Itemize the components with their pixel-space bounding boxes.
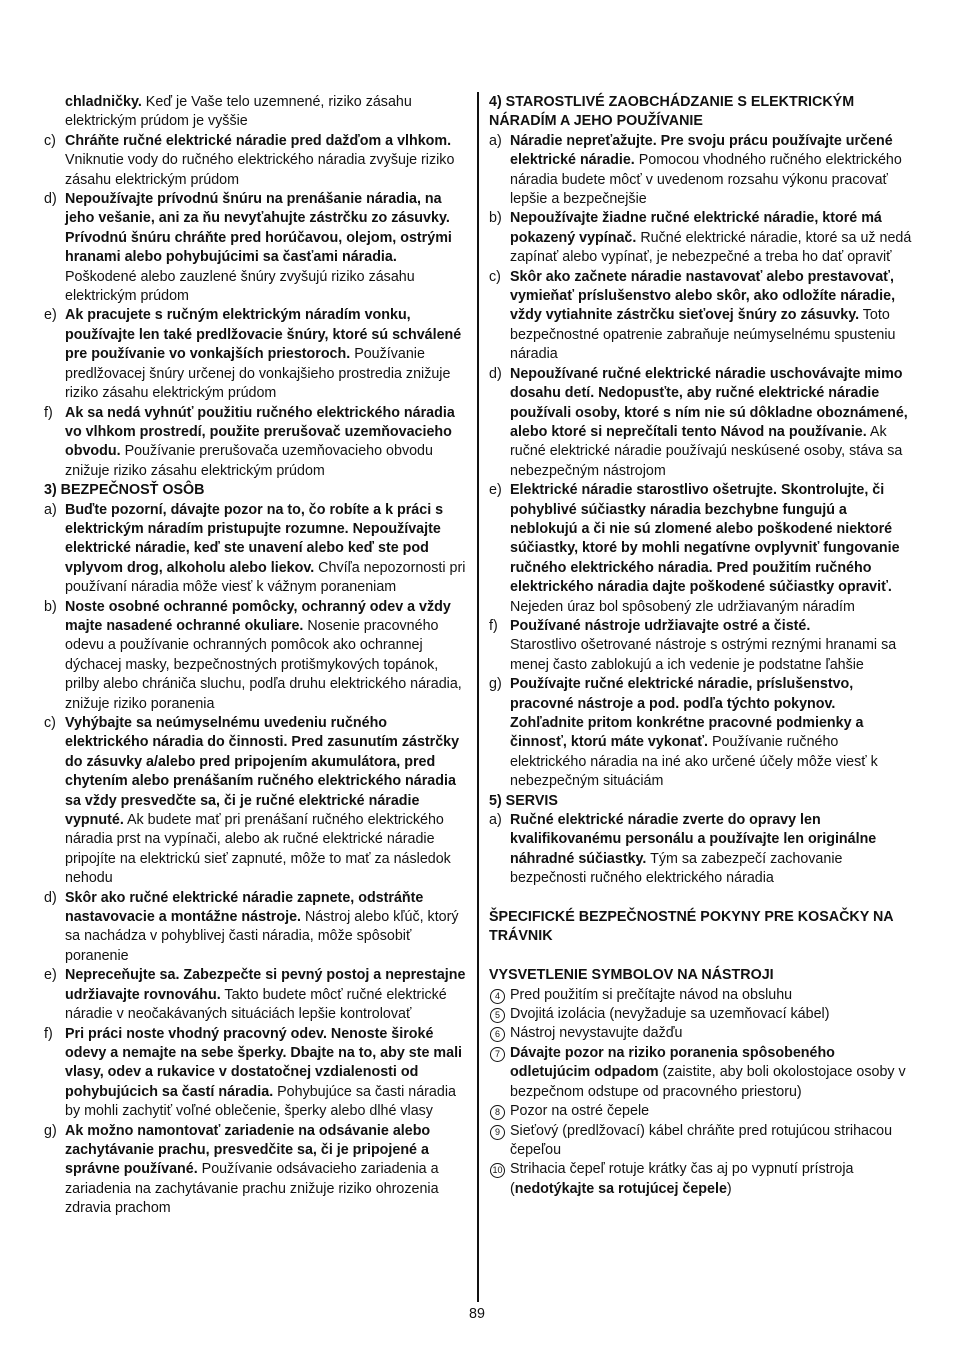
paragraph-continued: [44, 93, 468, 132]
symbol-item: [489, 1005, 913, 1024]
list-item: [44, 501, 468, 598]
bold-text: Pri práci noste vhodný pracovný odev. Nenoste široké odevy a nemajte na sebe šperky. Dbajte na to, aby ste mali vlasy, odev a rukavice v dostatočnej vzdialenosti od pohybujúcich sa častí náradia.: [65, 1025, 463, 1100]
item-marker: a): [489, 132, 502, 149]
body-text: Používanie odsávacieho zariadenia a zariadenia na zachytávanie prachu znižuje riziko ohrozenia zdravia prachom: [65, 1161, 439, 1217]
bold-text: Nepoužívajte žiadne ručné elektrické náradie, ktoré má pokazený vypínač.: [510, 210, 882, 246]
list-item: [489, 481, 913, 617]
bold-text: Vyhýbajte sa neúmyselnému uvedeniu ručného elektrického náradia do činnosti. Pred zasunutím zástrčky do zásuvky a/alebo pred pripojením akumulátora, pred chytením alebo prenášaním ručného elektrického náradia sa vždy presvedčte sa, či je ručné elektrické náradie vypnuté.: [65, 715, 460, 829]
bold-text: Nepoužívané ručné elektrické náradie uschovávajte mimo dosahu detí. Nedopusťte, aby ručné elektrické náradie používali osoby, ktoré s ním nie sú dôkladne oboznámené, alebo ktoré si neprečítali tento Návod na používanie.: [510, 365, 908, 440]
list-item: [489, 268, 913, 365]
list-item: [44, 889, 468, 967]
body-text: Dvojitá izolácia (nevyžaduje sa uzemňovací kábel): [510, 1006, 830, 1023]
item-marker: f): [44, 1025, 53, 1042]
bold-text: Buďte pozorní, dávajte pozor na to, čo robíte a k práci s elektrickým náradím pristupujte rozumne. Nepoužívajte elektrické náradie, keď ste unavení alebo keď ste pod vplyvom drog, alkoholu alebo liekov.: [65, 501, 444, 576]
list-item: [489, 811, 913, 889]
symbol-number-icon: 4: [490, 989, 505, 1004]
item-marker: b): [489, 210, 502, 227]
body-text: ): [726, 1180, 732, 1197]
list-item: [44, 132, 468, 190]
spacer: [489, 947, 913, 966]
bold-text: Dávajte pozor na riziko poranenia spôsobeného odletujúcim odpadom: [510, 1044, 835, 1081]
item-marker: a): [44, 501, 57, 518]
list-item: [44, 404, 468, 482]
list-item: [44, 966, 468, 1024]
body-text: Používanie prerušovača uzemňovacieho obvodu znižuje riziko zásahu elektrickým prúdom: [65, 443, 433, 479]
item-marker: f): [44, 404, 53, 421]
list-item: [489, 365, 913, 481]
list-item: [44, 306, 468, 403]
body-text: Nástroj nevystavujte dažďu: [510, 1025, 683, 1042]
symbol-number-icon: 6: [490, 1027, 505, 1042]
symbol-item: [489, 1102, 913, 1121]
item-marker: c): [44, 715, 56, 731]
bold-text: Skôr ako ručné elektrické náradie zapnete, odstráňte nastavovacie a montážne nástroje.: [65, 889, 424, 926]
bold-text: Používajte ručné elektrické náradie, príslušenstvo, pracovné nástroje a pod. podľa týchto pokynov. Zohľadnite pritom konkrétne pracovné podmienky a činnosť, ktorú máte vykonať.: [510, 676, 864, 751]
body-text: Tým sa zabezpečí zachovanie bezpečnosti ručného elektrického náradia: [510, 850, 843, 887]
right-column: [489, 93, 913, 1199]
symbol-item: [489, 1044, 913, 1102]
item-marker: d): [489, 365, 502, 382]
section-heading: VYSVETLENIE SYMBOLOV NA NÁSTROJI: [489, 967, 774, 984]
body-text: Používanie ručného elektrického náradia na iné ako určené účely môže viesť k nebezpečným situáciám: [510, 734, 878, 790]
list-item: [44, 1122, 468, 1219]
body-text: Ak budete mať pri prenášaní ručného elektrického náradia prst na vypínači, alebo ak ručné elektrické náradie pripojíte na elektrickú sieť zapnuté, môže to mať za následok nehodu: [65, 812, 451, 887]
item-marker: b): [44, 598, 57, 615]
list-item: [489, 209, 913, 267]
bold-text: Ak sa nedá vyhnúť použitiu ručného elektrického náradia vo vlhkom prostredí, použite prerušovač uzemňovacieho obvodu.: [65, 404, 455, 460]
symbol-number-icon: 7: [490, 1047, 505, 1062]
body-text: Pozor na ostré čepele: [510, 1103, 650, 1120]
bold-text: Ak pracujete s ručným elektrickým náradím vonku, používajte len také predlžovacie šnúry, ktoré sú schválené pre používanie vo vonkajších priestoroch.: [65, 307, 462, 363]
body-text: Ak ručné elektrické náradie používajú neskúsené osoby, stáva sa nebezpečným nástrojom: [510, 423, 903, 479]
bold-text: Ručné elektrické náradie zverte do opravy len kvalifikovanému personálu a používajte len originálne náhradné súčiastky.: [510, 812, 877, 867]
section-heading: ŠPECIFICKÉ BEZPEČNOSTNÉ POKYNY PRE KOSAČKY NA TRÁVNIK: [489, 909, 894, 945]
list-item: [489, 132, 913, 210]
symbol-item: [489, 1160, 913, 1199]
bold-text: Náradie nepreťažujte. Pre svoju prácu používajte určené elektrické náradie.: [510, 132, 893, 169]
body-text: Takto budete môcť ručné elektrické náradie v neočakávaných situáciách lepšie kontrolovať: [65, 986, 447, 1023]
body-text: Poškodené alebo zauzlené šnúry zvyšujú riziko zásahu elektrickým prúdom: [65, 268, 415, 305]
body-text: Toto bezpečnostné opatrenie zabraňuje neúmyselnému spusteniu náradia: [510, 307, 896, 363]
item-marker: e): [44, 307, 57, 324]
body-text: Pred použitím si prečítajte návod na obsluhu: [510, 986, 793, 1003]
item-marker: f): [489, 617, 498, 634]
list-item: [489, 675, 913, 791]
list-item: [44, 1025, 468, 1122]
section-heading: 3) BEZPEČNOSŤ OSÔB: [44, 482, 205, 499]
body-text: Nástroj alebo kľúč, ktorý sa nachádza v pohyblivej časti náradia, môže spôsobiť poranenie: [65, 909, 459, 964]
bold-text: chladničky.: [65, 94, 142, 110]
body-text: Nejeden úraz bol spôsobený zle udržiavaným náradím: [510, 598, 855, 615]
body-text: Pohybujúce sa časti náradia by mohli zachytiť voľné oblečenie, šperky alebo dlhé vlasy: [65, 1083, 456, 1120]
body-text: Nosenie pracovného odevu a používanie ochranných pomôcok ako ochrannej dýchacej masky, bezpečnostných protišmykových topánok, prilby alebo chrániča sluchu, podľa druhu elektrického náradia, znižuje riziko poranenia: [65, 617, 462, 712]
body-text: Používanie predlžovacej šnúry určenej do vonkajšieho prostredia znižuje riziko zásahu elektrickým prúdom: [65, 346, 451, 402]
item-marker: d): [44, 191, 57, 208]
body-text: Chvíľa nepozornosti pri používaní náradia môže viesť k vážnym poraneniam: [65, 559, 466, 596]
item-marker: e): [489, 482, 502, 499]
bold-text: Noste osobné ochranné pomôcky, ochranný odev a vždy majte nasadené ochranné okuliare.: [65, 598, 451, 634]
bold-text: Elektrické náradie starostlivo ošetrujte. Skontrolujte, či pohyblivé súčiastky náradia bezchybne fungujú a neblokujú a či nie sú zlomené alebo poškodené niektoré súčiastky, ktoré by mohli negatívne ovplyvniť fungovanie ručného elektrického náradia. Pred použitím ručného elektrického náradia dajte poškodené súčiastky opraviť.: [510, 482, 900, 596]
list-item: [489, 617, 913, 675]
item-marker: d): [44, 889, 57, 906]
bold-text: Nepoužívajte prívodnú šnúru na prenášanie náradia, na jeho vešanie, ani za ňu nevyťahujte zástrčku zo zásuvky. Prívodnú šnúru chráňte pred horúčavou, olejom, ostrými hranami alebo pohybujúcimi sa časťami náradia.: [65, 191, 452, 266]
item-marker: a): [489, 812, 502, 829]
spacer: [489, 889, 913, 908]
list-item: [44, 190, 468, 306]
symbol-number-icon: 8: [490, 1105, 505, 1120]
symbol-number-icon: 9: [490, 1125, 505, 1140]
symbol-number-icon: 5: [490, 1008, 505, 1023]
left-column: [44, 93, 468, 1219]
bold-text: Skôr ako začnete náradie nastavovať alebo prestavovať, vymieňať príslušenstvo alebo skôr, ako odložíte náradie, vždy vytiahnite zástrčku sieťovej šnúry zo zásuvky.: [510, 268, 896, 324]
section-heading: 5) SERVIS: [489, 792, 558, 809]
body-text: Strihacia čepeľ rotuje krátky čas aj po vypnutí prístroja (: [510, 1161, 854, 1197]
symbol-item: [489, 986, 913, 1005]
item-marker: g): [44, 1122, 57, 1139]
list-item: [44, 598, 468, 714]
item-marker: e): [44, 967, 57, 984]
column-divider: [477, 92, 479, 1302]
item-marker: c): [489, 268, 501, 285]
item-marker: c): [44, 132, 56, 149]
symbol-item: [489, 1024, 913, 1043]
bold-text: Ak možno namontovať zariadenie na odsávanie alebo zachytávanie prachu, presvedčite sa, či je pripojené a správne používané.: [65, 1122, 431, 1178]
bold-text: Chráňte ručné elektrické náradie pred dažďom a vlhkom.: [65, 132, 452, 149]
body-text: (zaistite, aby boli okolostojace osoby v bezpečnom odstupe od pracovného priestoru): [510, 1064, 906, 1100]
body-text: Sieťový (predlžovací) kábel chráňte pred rotujúcou strihacou čepeľou: [510, 1122, 893, 1158]
bold-text: Nepreceňujte sa. Zabezpečte si pevný postoj a neprestajne udržiavajte rovnováhu.: [65, 967, 466, 1003]
body-text: Pomocou vhodného ručného elektrického náradia budete môcť v uvedenom rozsahu výkonu pracovať lepšie a bezpečnejšie: [510, 152, 902, 208]
item-marker: g): [489, 676, 502, 693]
body-text: Keď je Vaše telo uzemnené, riziko zásahu elektrickým prúdom je vyššie: [65, 94, 412, 130]
symbol-item: [489, 1122, 913, 1161]
body-text: Starostlivo ošetrované nástroje s ostrými reznými hranami sa menej často zablokujú a ich vedenie je podstatne ľahšie: [510, 637, 897, 673]
section-heading: 4) STAROSTLIVÉ ZAOBCHÁDZANIE S ELEKTRICKÝM NÁRADÍM A JEHO POUŽÍVANIE: [489, 94, 855, 130]
bold-text: Používané nástroje udržiavajte ostré a čisté.: [510, 617, 811, 634]
body-text: Ručné elektrické náradie, ktoré sa už nedá zapínať alebo vypínať, je nebezpečné a treba ho dať opraviť: [510, 229, 912, 266]
page-number: 89: [469, 1306, 485, 1322]
bold-text: nedotýkajte sa rotujúcej čepele: [514, 1180, 727, 1197]
list-item: [44, 714, 468, 889]
body-text: Vniknutie vody do ručného elektrického náradia zvyšuje riziko zásahu elektrickým prúdom: [65, 152, 455, 188]
symbol-number-icon: 10: [490, 1163, 505, 1178]
